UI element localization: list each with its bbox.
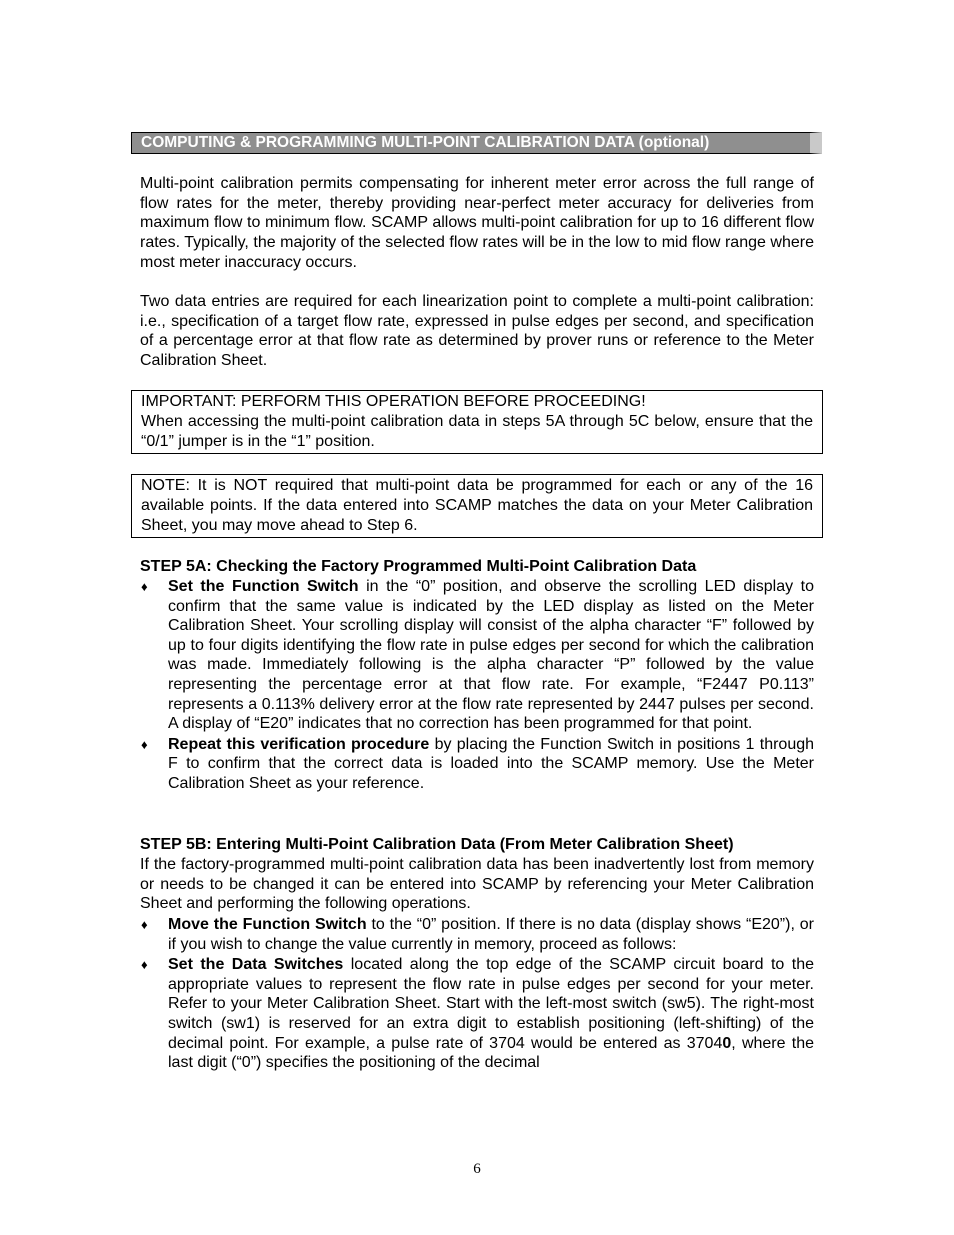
list-item	[140, 955, 814, 1073]
important-box	[131, 390, 823, 454]
bullet-text: to the “0” position. If there is no data (display shows “E20”), or if you wish to change the value currently in memory, proceed as follows:	[168, 916, 814, 953]
bold-digit: 0	[722, 1034, 732, 1052]
step-5b-title: STEP 5B: Entering Multi-Point Calibration Data (From Meter Calibration Sheet)	[140, 836, 734, 853]
step-5b-intro: If the factory-programmed multi-point calibration data has been inadvertently lost from memory or needs to be changed it can be entered into SCAMP by referencing your Meter Calibration Sheet and performing the following operations.	[140, 856, 814, 913]
step-5b-section	[140, 835, 814, 1073]
bullet-text: by placing the Function Switch in positions 1 through F to confirm that the correct data is loaded into the SCAMP memory. Use the Meter Calibration Sheet as your reference.	[168, 735, 815, 792]
step-5a-title: STEP 5A: Checking the Factory Programmed Multi-Point Calibration Data	[140, 558, 697, 575]
intro-paragraph-1-block	[140, 174, 814, 273]
section-title-bar: COMPUTING & PROGRAMMING MULTI-POINT CALIBRATION DATA (optional)	[131, 132, 822, 154]
intro-paragraph-2-block	[140, 292, 814, 371]
step-5a-bullet-list	[140, 577, 814, 794]
diamond-bullet-icon: ♦	[141, 917, 148, 933]
intro-paragraph-2: Two data entries are required for each linearization point to complete a multi-point calibration: i.e., specification of a target flow rate, expressed in pulse edges per second, and specification of a percentage error at that flow rate as determined by prover runs or reference to the Meter Calibration Sheet.	[140, 293, 814, 370]
bullet-lead: Set the Data Switches	[168, 956, 344, 974]
bullet-text: in the “0” position, and observe the scrolling LED display to confirm that the same value is indicated by the LED display as listed on the Meter Calibration Sheet. Your scrolling display will consist of the alpha character “F” followed by up to four digits identifying the flow rate in pulse edges per second for which the calibration was made. Immediately following is the alpha character “P” followed by the value representing the percentage error at that flow rate. For example, “F2447 P0.113” represents a 0.113% delivery error at the flow rate represented by 2447 pulses per second. A display of “E20” indicates that no correction has been programmed for that point.	[168, 578, 814, 733]
diamond-bullet-icon: ♦	[141, 579, 148, 594]
diamond-bullet-icon: ♦	[141, 736, 148, 752]
note-text: NOTE: It is NOT required that multi-point data be programmed for each or any of the 16 available points. If the data entered into SCAMP matches the data on your Meter Calibration Sheet, you may move ahead to Step 6.	[141, 477, 813, 534]
page-number: 6	[473, 1161, 481, 1177]
note-box	[131, 474, 823, 538]
bullet-lead: Repeat this verification procedure	[168, 735, 430, 753]
bullet-lead: Move the Function Switch	[168, 916, 367, 934]
step-5b-bullet-list	[140, 915, 814, 1073]
bullet-tail: , where the last digit (“0”) specifies the positioning of the decimal	[168, 1034, 815, 1072]
list-item	[140, 577, 814, 734]
list-item	[140, 915, 814, 954]
important-text: When accessing the multi-point calibration data in steps 5A through 5C below, ensure that the “0/1” jumper is in the “1” position.	[141, 413, 813, 450]
important-heading: IMPORTANT: PERFORM THIS OPERATION BEFORE PROCEEDING!	[141, 393, 646, 410]
step-5a-section	[140, 557, 814, 794]
bullet-text: located along the top edge of the SCAMP circuit board to the appropriate values to represent the flow rate in pulse edges per second for your meter. Refer to your Meter Calibration Sheet. Start with the left-most switch (sw5). The right-most switch (sw1) is reserved for an extra digit to establish positioning (left-shifting) of the decimal point. For example, a pulse rate of 3704 would be entered as 3704	[168, 956, 814, 1052]
bullet-lead: Set the Function Switch	[168, 578, 359, 595]
list-item	[140, 735, 814, 794]
intro-paragraph-1: Multi-point calibration permits compensating for inherent meter error across the full range of flow rates for the meter, thereby providing near-perfect meter accuracy for deliveries from maximum flow to minimum flow. SCAMP allows multi-point calibration for up to 16 different flow rates. Typically, the majority of the selected flow rates will be in the low to mid flow range where most meter inaccuracy occurs.	[140, 175, 814, 271]
diamond-bullet-icon: ♦	[141, 957, 148, 973]
